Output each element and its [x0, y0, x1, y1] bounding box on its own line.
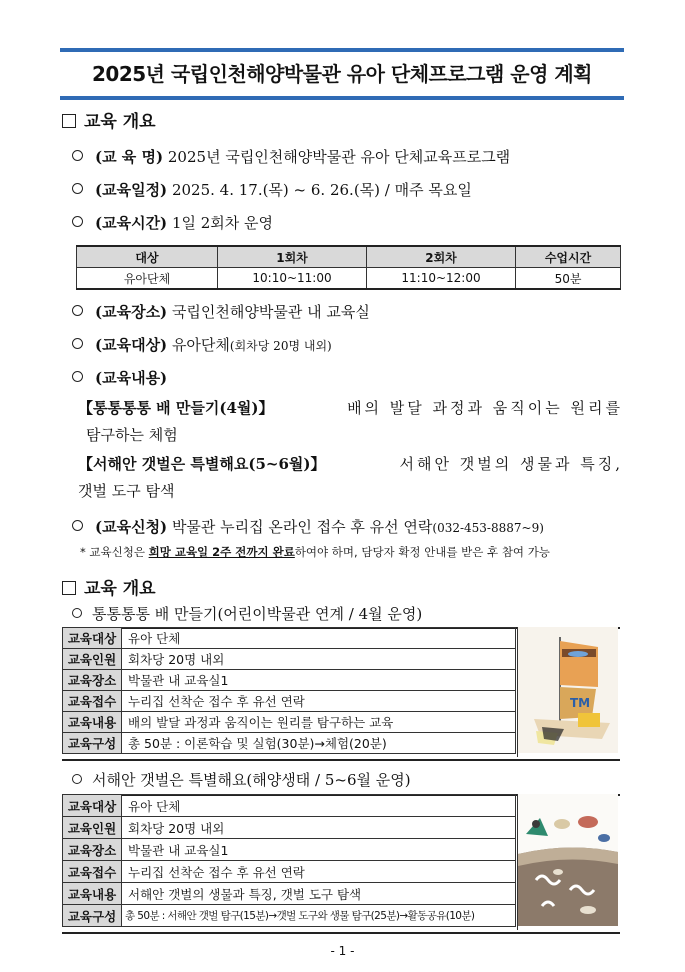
circle-bullet-icon [72, 150, 83, 161]
program-block-2 [62, 794, 620, 934]
table-key: 교육인원 [63, 817, 122, 839]
table-value: 누리집 선착순 접수 후 유선 연락 [122, 691, 516, 712]
info-label: (교육내용) [95, 369, 168, 387]
schedule-cell: 10:10~11:00 [218, 268, 367, 290]
circle-bullet-icon [72, 371, 83, 382]
info-item-time [72, 212, 273, 233]
mudflat-illustration-image [518, 794, 618, 926]
schedule-header: 대상 [77, 246, 218, 268]
note-text: * 교육신청은 [80, 545, 149, 559]
schedule-cell: 50분 [516, 268, 621, 290]
info-label: (교육대상) [95, 336, 168, 354]
schedule-header: 수업시간 [516, 246, 621, 268]
table-key: 교육내용 [63, 712, 122, 733]
content-desc-1 [78, 395, 623, 449]
schedule-table [76, 245, 621, 290]
table-key: 교육대상 [63, 628, 122, 649]
note [80, 544, 550, 560]
table-key: 교육내용 [63, 883, 122, 905]
info-label: (교육장소) [95, 303, 168, 321]
circle-bullet-icon [72, 183, 83, 194]
table-key: 교육장소 [63, 839, 122, 861]
section2-heading [62, 574, 156, 599]
table-row [63, 691, 516, 712]
info-value-note: (회차당 20명 내외) [229, 339, 332, 353]
info-value: 국립인천해양박물관 내 교육실 [171, 303, 370, 321]
circle-bullet-icon [72, 338, 83, 349]
table-row [63, 733, 516, 754]
program-title-text: 통통통통 배 만들기(어린이박물관 연계 / 4월 운영) [92, 605, 423, 623]
info-value: 2025. 4. 17.(목) ~ 6. 26.(목) / 매주 목요일 [171, 181, 472, 199]
page-title: 2025년 국립인천해양박물관 유아 단체프로그램 운영 계획 [91, 62, 593, 86]
schedule-row [77, 268, 621, 290]
info-value: 2025년 국립인천해양박물관 유아 단체교육프로그램 [167, 148, 511, 166]
info-item-apply [72, 516, 544, 537]
table-value: 총 50분 : 이론학습 및 실험(30분)→체험(20분) [122, 733, 516, 754]
program-title-text: 서해안 갯벌은 특별해요(해양생태 / 5~6월 운영) [92, 771, 411, 789]
circle-bullet-icon [72, 216, 83, 227]
table-value: 유아 단체 [122, 628, 516, 649]
table-row [63, 839, 516, 861]
note-emphasis: 희망 교육일 2주 전까지 완료 [148, 545, 295, 559]
program-table-1 [62, 627, 516, 754]
table-value: 박물관 내 교육실1 [122, 839, 516, 861]
table-row [63, 883, 516, 905]
table-key: 교육구성 [63, 733, 122, 754]
square-bullet-icon [62, 114, 76, 128]
info-item-content [72, 367, 167, 388]
table-row [63, 649, 516, 670]
circle-bullet-icon [72, 608, 82, 618]
info-label: (교육시간) [95, 214, 168, 232]
table-value: 유아 단체 [122, 795, 516, 817]
content-tag: 【통통통통 배 만들기(4월)】 [78, 399, 274, 417]
circle-bullet-icon [72, 305, 83, 316]
info-value: 유아단체 [171, 336, 230, 354]
info-value: 박물관 누리집 온라인 접수 후 유선 연락 [171, 518, 433, 536]
table-value: 누리집 선착순 접수 후 유선 연락 [122, 861, 516, 883]
table-key: 교육접수 [63, 691, 122, 712]
section1-heading [62, 107, 156, 132]
schedule-cell: 유아단체 [77, 268, 218, 290]
mudflat-photo-cell [517, 794, 620, 930]
program-block-1 [62, 627, 620, 761]
content-tag: 【서해안 갯벌은 특별해요(5~6월)】 [78, 455, 326, 473]
info-label: (교 육 명) [95, 148, 164, 166]
table-row [63, 817, 516, 839]
info-item-name [72, 146, 510, 167]
page-number: - 1 - [330, 944, 355, 958]
content-text: 갯벌 도구 탐색 [78, 482, 175, 500]
info-label: (교육신청) [95, 518, 168, 536]
table-value: 회차당 20명 내외 [122, 817, 516, 839]
content-text: 탐구하는 체험 [86, 426, 178, 444]
program-title-1 [72, 603, 422, 624]
schedule-header: 2회차 [367, 246, 516, 268]
table-key: 교육대상 [63, 795, 122, 817]
boat-photo-cell [517, 627, 620, 757]
info-item-place [72, 301, 370, 322]
section2-heading-text: 교육 개요 [84, 579, 156, 599]
svg-text:TM: TM [570, 696, 591, 710]
table-value: 총 50분 : 서해안 갯벌 탐구(15분)→갯벌 도구와 생물 탐구(25분)→활동공유(10분) [122, 905, 516, 927]
boat-craft-image [518, 627, 618, 753]
section1-heading-text: 교육 개요 [84, 112, 156, 132]
table-row [63, 670, 516, 691]
info-item-target [72, 334, 332, 355]
program-table-2 [62, 794, 516, 927]
table-row [63, 712, 516, 733]
table-key: 교육접수 [63, 861, 122, 883]
phone-number: (032-453-8887~9) [432, 521, 544, 535]
table-value: 박물관 내 교육실1 [122, 670, 516, 691]
circle-bullet-icon [72, 520, 83, 531]
table-row [63, 905, 516, 927]
info-label: (교육일정) [95, 181, 168, 199]
info-item-schedule [72, 179, 472, 200]
note-text: 하여야 하며, 담당자 확정 안내를 받은 후 참여 가능 [294, 545, 550, 559]
table-key: 교육구성 [63, 905, 122, 927]
schedule-header-row [77, 246, 621, 268]
content-desc-2 [78, 451, 623, 505]
schedule-cell: 11:10~12:00 [367, 268, 516, 290]
circle-bullet-icon [72, 774, 82, 784]
table-row [63, 861, 516, 883]
table-value: 서해안 갯벌의 생물과 특징, 갯벌 도구 탐색 [122, 883, 516, 905]
square-bullet-icon [62, 581, 76, 595]
table-value: 배의 발달 과정과 움직이는 원리를 탐구하는 교육 [122, 712, 516, 733]
table-key: 교육장소 [63, 670, 122, 691]
content-text: 서해안 갯벌의 생물과 특징, [399, 455, 623, 473]
table-key: 교육인원 [63, 649, 122, 670]
program-title-2 [72, 769, 411, 790]
title-bar [60, 48, 624, 100]
table-row [63, 628, 516, 649]
table-row [63, 795, 516, 817]
content-text: 배의 발달 과정과 움직이는 원리를 [347, 399, 623, 417]
info-value: 1일 2회차 운영 [171, 214, 274, 232]
table-value: 회차당 20명 내외 [122, 649, 516, 670]
schedule-header: 1회차 [218, 246, 367, 268]
